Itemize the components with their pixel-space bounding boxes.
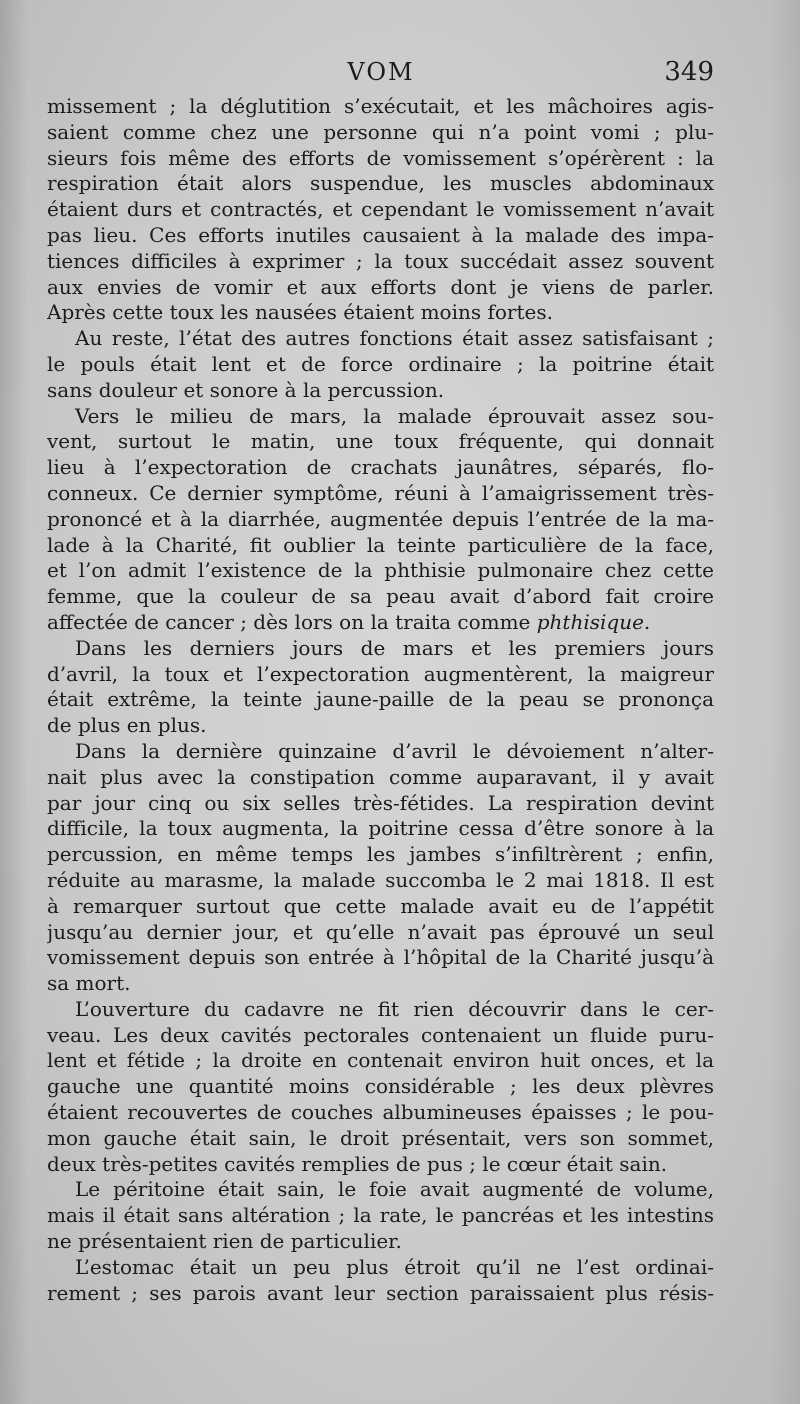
text-line: lent et fétide ; la droite en contenait environ huit onces, et la — [47, 1048, 714, 1073]
text-line: le pouls était lent et de force ordinaire ; la poitrine était — [47, 351, 714, 376]
page-number: 349 — [664, 57, 714, 87]
text-line: sieurs fois même des efforts de vomissement s’opérèrent : la — [47, 145, 714, 170]
text-line: aux envies de vomir et aux efforts dont je viens de parler. — [47, 274, 714, 299]
paragraph-start-line: Le péritoine était sain, le foie avait augmenté de volume, — [75, 1177, 714, 1202]
text-line: par jour cinq ou six selles très-fétides. La respiration devint — [47, 790, 714, 815]
text-line: mon gauche était sain, le droit présentait, vers son sommet, — [47, 1125, 714, 1150]
text-line-with-emphasis — [47, 610, 714, 636]
running-head: VOM — [347, 58, 415, 86]
italic-word: phthisique. — [536, 609, 651, 634]
text-line: et l’on admit l’existence de la phthisie pulmonaire chez cette — [47, 558, 714, 583]
text-line: vomissement depuis son entrée à l’hôpital de la Charité jusqu’à — [47, 945, 714, 970]
text-line: gauche une quantité moins considérable ; les deux plèvres — [47, 1074, 714, 1099]
text-line: à remarquer surtout que cette malade avait eu de l’appétit — [47, 893, 714, 918]
text-line: rement ; ses parois avant leur section paraissaient plus résis- — [47, 1280, 714, 1305]
paragraph-start-line: Dans les derniers jours de mars et les premiers jours — [75, 635, 714, 660]
text-line: percussion, en même temps les jambes s’infiltrèrent ; enfin, — [47, 842, 714, 867]
text-line: Après cette toux les nausées étaient moins fortes. — [47, 300, 553, 325]
text-line: mais il était sans altération ; la rate, le pancréas et les intestins — [47, 1203, 714, 1228]
text-line: deux très-petites cavités remplies de pus ; le cœur était sain. — [47, 1151, 668, 1176]
text-line: saient comme chez une personne qui n’a point vomi ; plu- — [47, 119, 714, 144]
text-line: vent, surtout le matin, une toux fréquente, qui donnait — [47, 429, 714, 454]
text-line: étaient recouvertes de couches albumineuses épaisses ; le pou- — [47, 1100, 714, 1125]
text-line: veau. Les deux cavités pectorales contenaient un fluide puru- — [47, 1022, 714, 1047]
line-text: affectée de cancer ; dès lors on la traita comme — [47, 609, 531, 634]
paragraph-start-line: Au reste, l’état des autres fonctions était assez satisfaisant ; — [75, 326, 714, 351]
text-line: lieu à l’expectoration de crachats jaunâtres, séparés, flo- — [47, 455, 714, 480]
text-line: jusqu’au dernier jour, et qu’elle n’avait pas éprouvé un seul — [47, 919, 714, 944]
text-line: nait plus avec la constipation comme auparavant, il y avait — [47, 764, 714, 789]
text-line: sans douleur et sonore à la percussion. — [47, 377, 445, 402]
text-line: conneux. Ce dernier symptôme, réuni à l’amaigrissement très- — [47, 480, 714, 505]
body-text — [47, 94, 714, 1306]
text-line: prononcé et à la diarrhée, augmentée depuis l’entrée de la ma- — [47, 506, 714, 531]
text-line: respiration était alors suspendue, les muscles abdominaux — [47, 171, 714, 196]
paragraph-start-line: Dans la dernière quinzaine d’avril le dévoiement n’alter- — [75, 738, 714, 763]
text-line: d’avril, la toux et l’expectoration augmentèrent, la maigreur — [47, 661, 714, 686]
text-line: difficile, la toux augmenta, la poitrine cessa d’être sonore à la — [47, 816, 714, 841]
text-line: lade à la Charité, fit oublier la teinte particulière de la face, — [47, 532, 714, 557]
page-header — [48, 58, 714, 92]
text-line: sa mort. — [47, 971, 131, 996]
text-line: ne présentaient rien de particulier. — [47, 1229, 402, 1254]
text-line: femme, que la couleur de sa peau avait d’abord fait croire — [47, 584, 714, 609]
text-line: pas lieu. Ces efforts inutiles causaient à la malade des impa- — [47, 222, 714, 247]
text-line: de plus en plus. — [47, 713, 207, 738]
text-line: tiences difficiles à exprimer ; la toux succédait assez souvent — [47, 248, 714, 273]
paragraph-start-line: L’ouverture du cadavre ne fit rien découvrir dans le cer- — [75, 996, 714, 1021]
text-line: était extrême, la teinte jaune-paille de la peau se prononça — [47, 687, 714, 712]
text-line: réduite au marasme, la malade succomba le 2 mai 1818. Il est — [47, 867, 714, 892]
text-line: étaient durs et contractés, et cependant le vomissement n’avait — [47, 197, 714, 222]
paragraph-start-line: L’estomac était un peu plus étroit qu’il ne l’est ordinai- — [75, 1254, 714, 1279]
paragraph-start-line: Vers le milieu de mars, la malade éprouvait assez sou- — [75, 403, 714, 428]
text-line: missement ; la déglutition s’exécutait, et les mâchoires agis- — [47, 94, 714, 118]
